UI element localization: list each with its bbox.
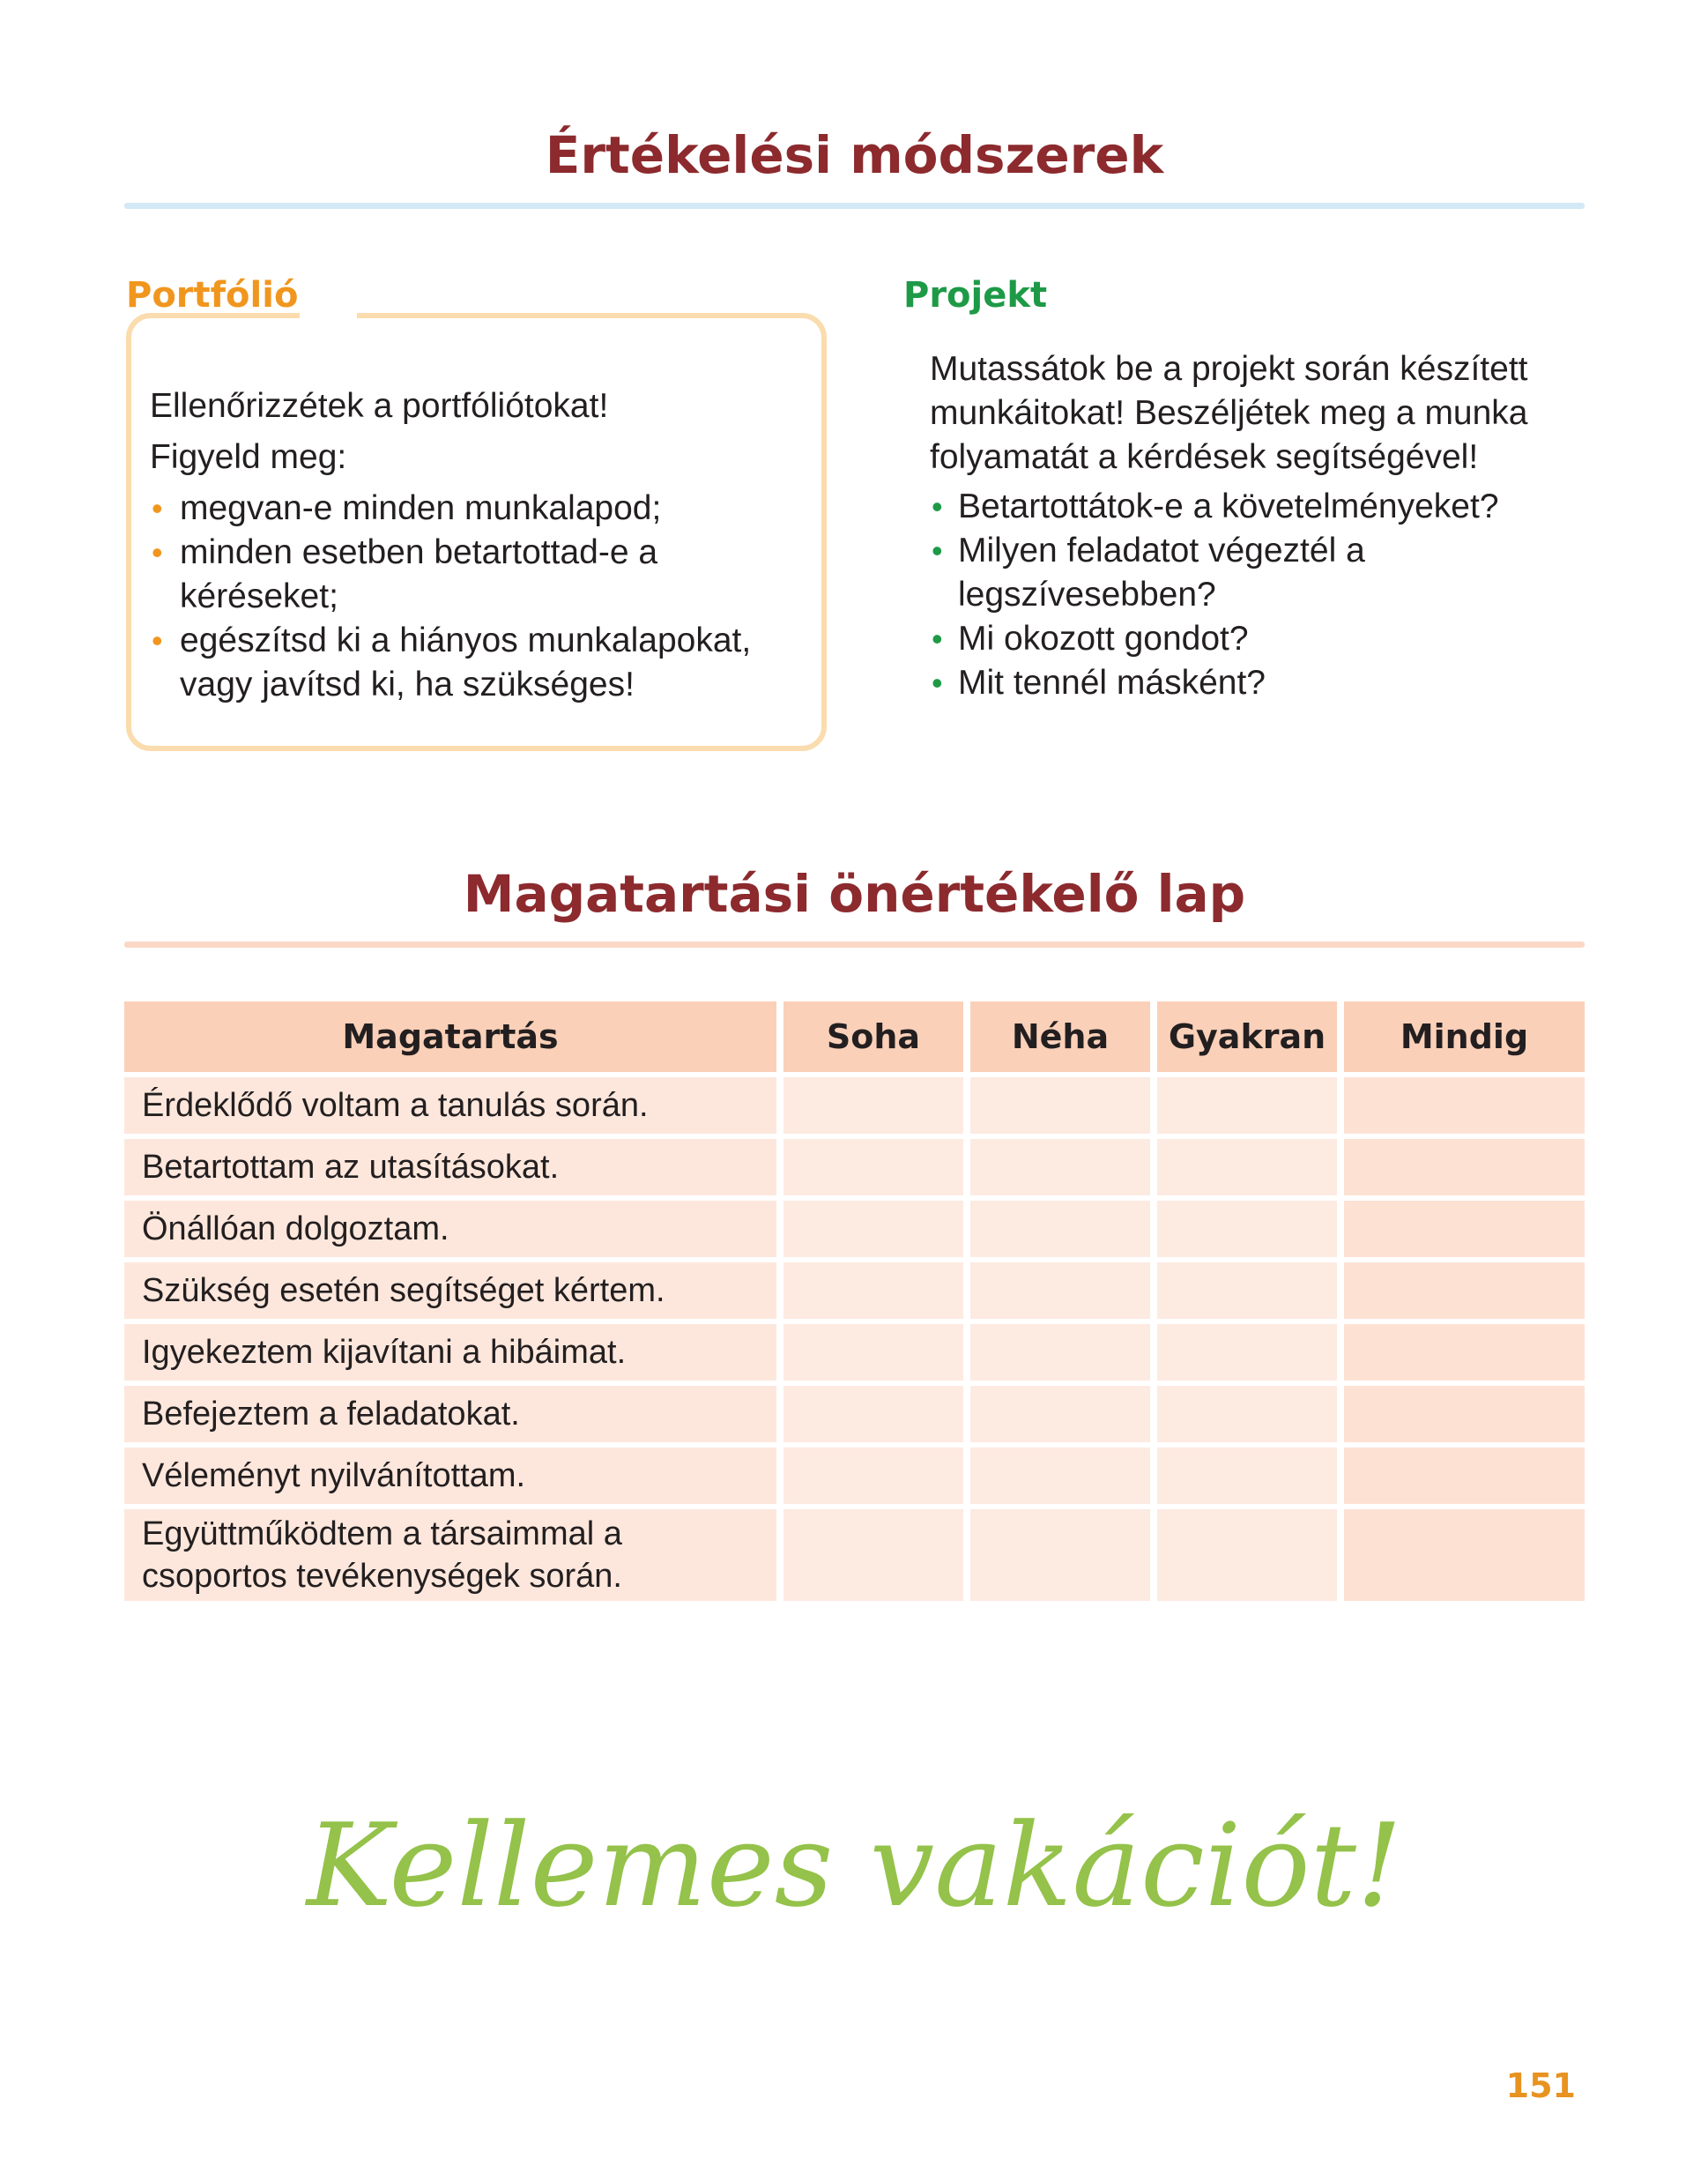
rating-cell[interactable]	[970, 1262, 1150, 1319]
list-item: • Betartottátok-e a követelményeket?	[930, 485, 1573, 529]
behavior-cell: Önállóan dolgoztam.	[124, 1201, 776, 1257]
portfolio-line: Figyeld meg:	[150, 438, 347, 476]
table-row	[124, 1139, 1585, 1195]
bullet-icon: •	[932, 665, 943, 701]
bullet-icon: •	[932, 621, 943, 657]
title-underline	[124, 203, 1585, 209]
column-header: Gyakran	[1157, 1001, 1337, 1072]
bullet-icon: •	[932, 488, 943, 525]
behavior-cell: Igyekeztem kijavítani a hibáimat.	[124, 1324, 776, 1381]
rating-cell[interactable]	[1344, 1448, 1585, 1504]
list-item: • Milyen feladatot végeztél a legszívesebben?	[930, 529, 1573, 617]
portfolio-line: Ellenőrizzétek a portfóliótokat!	[150, 387, 609, 425]
table-row	[124, 1077, 1585, 1134]
rating-cell[interactable]	[970, 1448, 1150, 1504]
portfolio-bullets	[150, 487, 820, 707]
table-row	[124, 1324, 1585, 1381]
rating-cell[interactable]	[970, 1077, 1150, 1134]
list-item: • Mi okozott gondot?	[930, 617, 1573, 661]
behavior-cell: Véleményt nyilvánítottam.	[124, 1448, 776, 1504]
behavior-cell: Együttműködtem a társaimmal a csoportos tevékenységek során.	[124, 1509, 776, 1601]
rating-cell[interactable]	[1157, 1077, 1337, 1134]
table-row	[124, 1386, 1585, 1442]
rating-cell[interactable]	[1344, 1262, 1585, 1319]
rating-cell[interactable]	[1344, 1386, 1585, 1442]
section-title-methods: Értékelési módszerek	[545, 125, 1164, 185]
bullet-icon: •	[932, 532, 943, 569]
rating-cell[interactable]	[783, 1201, 963, 1257]
list-item: • Mit tennél másként?	[930, 661, 1573, 705]
rating-cell[interactable]	[783, 1262, 963, 1319]
column-header: Mindig	[1344, 1001, 1585, 1072]
table-row	[124, 1201, 1585, 1257]
table-row	[124, 1448, 1585, 1504]
rating-cell[interactable]	[970, 1386, 1150, 1442]
rating-cell[interactable]	[1157, 1262, 1337, 1319]
rating-cell[interactable]	[783, 1386, 963, 1442]
rating-cell[interactable]	[1344, 1077, 1585, 1134]
column-header: Soha	[783, 1001, 963, 1072]
rating-cell[interactable]	[970, 1324, 1150, 1381]
rating-cell[interactable]	[1157, 1139, 1337, 1195]
table-header-row	[124, 1001, 1585, 1072]
table-row	[124, 1262, 1585, 1319]
project-intro: Mutassátok be a projekt során készített munkáitokat! Beszéljétek meg a munka folyamatát a kérdések segítségével!	[930, 350, 1528, 476]
rating-cell[interactable]	[970, 1509, 1150, 1601]
rating-cell[interactable]	[1157, 1448, 1337, 1504]
rating-cell[interactable]	[783, 1139, 963, 1195]
list-item: • egészítsd ki a hiányos munkalapokat, vagy javítsd ki, ha szükséges!	[150, 619, 820, 707]
behavior-cell: Érdeklődő voltam a tanulás során.	[124, 1077, 776, 1134]
behavior-cell: Betartottam az utasításokat.	[124, 1139, 776, 1195]
rating-cell[interactable]	[1344, 1509, 1585, 1601]
project-content	[930, 347, 1573, 705]
bullet-icon: •	[152, 534, 163, 570]
table-row	[124, 1509, 1585, 1601]
list-item: • minden esetben betartottad-e a kéréseket;	[150, 531, 820, 619]
rating-cell[interactable]	[1344, 1201, 1585, 1257]
rating-cell[interactable]	[1157, 1201, 1337, 1257]
behavior-cell: Befejeztem a feladatokat.	[124, 1386, 776, 1442]
column-header: Magatartás	[124, 1001, 776, 1072]
rating-cell[interactable]	[1157, 1324, 1337, 1381]
self-evaluation-table	[117, 996, 1592, 1606]
portfolio-heading: Portfólió	[126, 275, 299, 316]
rating-cell[interactable]	[1344, 1139, 1585, 1195]
rating-cell[interactable]	[783, 1448, 963, 1504]
rating-cell[interactable]	[1157, 1386, 1337, 1442]
rating-cell[interactable]	[783, 1077, 963, 1134]
rating-cell[interactable]	[783, 1509, 963, 1601]
title-underline	[124, 942, 1585, 948]
rating-cell[interactable]	[1344, 1324, 1585, 1381]
behavior-cell: Szükség esetén segítséget kértem.	[124, 1262, 776, 1319]
project-heading: Projekt	[903, 275, 1048, 316]
bullet-icon: •	[152, 490, 163, 526]
page-number: 151	[1505, 2066, 1576, 2105]
project-bullets	[930, 485, 1573, 705]
column-header: Néha	[970, 1001, 1150, 1072]
rating-cell[interactable]	[970, 1139, 1150, 1195]
rating-cell[interactable]	[970, 1201, 1150, 1257]
section-title-selfeval: Magatartási önértékelő lap	[463, 864, 1246, 924]
portfolio-content	[150, 384, 820, 707]
closing-message: Kellemes vakációt!	[306, 1798, 1403, 1932]
bullet-icon: •	[152, 622, 163, 659]
list-item: • megvan-e minden munkalapod;	[150, 487, 820, 531]
rating-cell[interactable]	[1157, 1509, 1337, 1601]
rating-cell[interactable]	[783, 1324, 963, 1381]
